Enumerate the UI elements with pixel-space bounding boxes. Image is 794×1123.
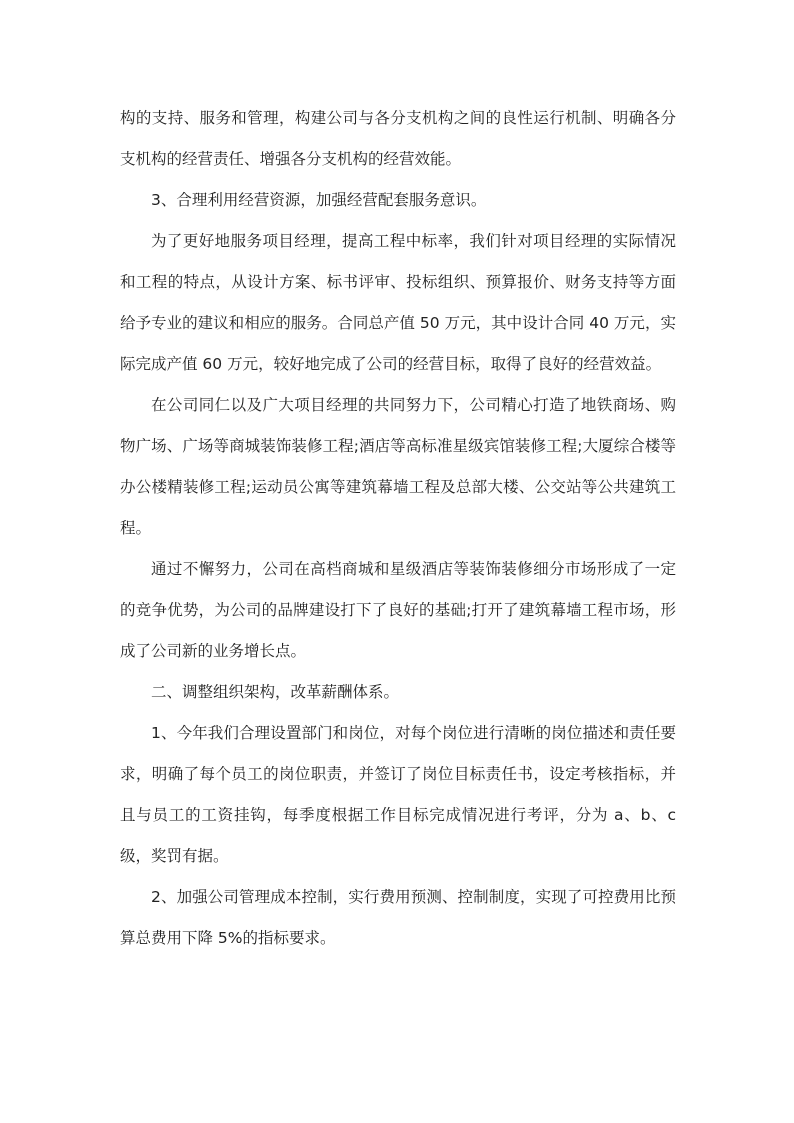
paragraph-item-2: 2、加强公司管理成本控制，实行费用预测、控制制度，实现了可控费用比预算总费用下降 5%的指标要求。 xyxy=(120,888,676,947)
paragraph-continuation: 构的支持、服务和管理，构建公司与各分支机构之间的良性运行机制、明确各分支机构的经营责任、增强各分支机构的经营效能。 xyxy=(120,109,676,168)
paragraph-service-details: 为了更好地服务项目经理，提高工程中标率，我们针对项目经理的实际情况和工程的特点，从设计方案、标书评审、投标组织、预算报价、财务支持等方面给予专业的建议和相应的服务。合同总产值 50 万元，其中设计合同 40 万元，实际完成产值 60 万元，较好地完成了公司的经营目标，取得了良好的经营效益。 xyxy=(120,232,676,373)
paragraph-projects: 在公司同仁以及广大项目经理的共同努力下，公司精心打造了地铁商场、购物广场、广场等商城装饰装修工程;酒店等高标准星级宾馆装修工程;大厦综合楼等办公楼精装修工程;运动员公寓等建筑幕墙工程及总部大楼、公交站等公共建筑工程。 xyxy=(120,396,676,537)
paragraph-competitive-advantage: 通过不懈努力，公司在高档商城和星级酒店等装饰装修细分市场形成了一定的竞争优势，为公司的品牌建设打下了良好的基础;打开了建筑幕墙工程市场，形成了公司新的业务增长点。 xyxy=(120,560,676,660)
paragraph-heading-3: 3、合理利用经营资源，加强经营配套服务意识。 xyxy=(151,191,487,209)
paragraph-item-1: 1、今年我们合理设置部门和岗位，对每个岗位进行清晰的岗位描述和责任要求，明确了每个员工的岗位职责，并签订了岗位目标责任书，设定考核指标，并且与员工的工资挂钩，每季度根据工作目标完成情况进行考评，分为 a、b、c 级，奖罚有据。 xyxy=(120,724,676,865)
paragraph-section-2-heading: 二、调整组织架构，改革薪酬体系。 xyxy=(151,683,400,701)
document-body xyxy=(120,98,676,959)
